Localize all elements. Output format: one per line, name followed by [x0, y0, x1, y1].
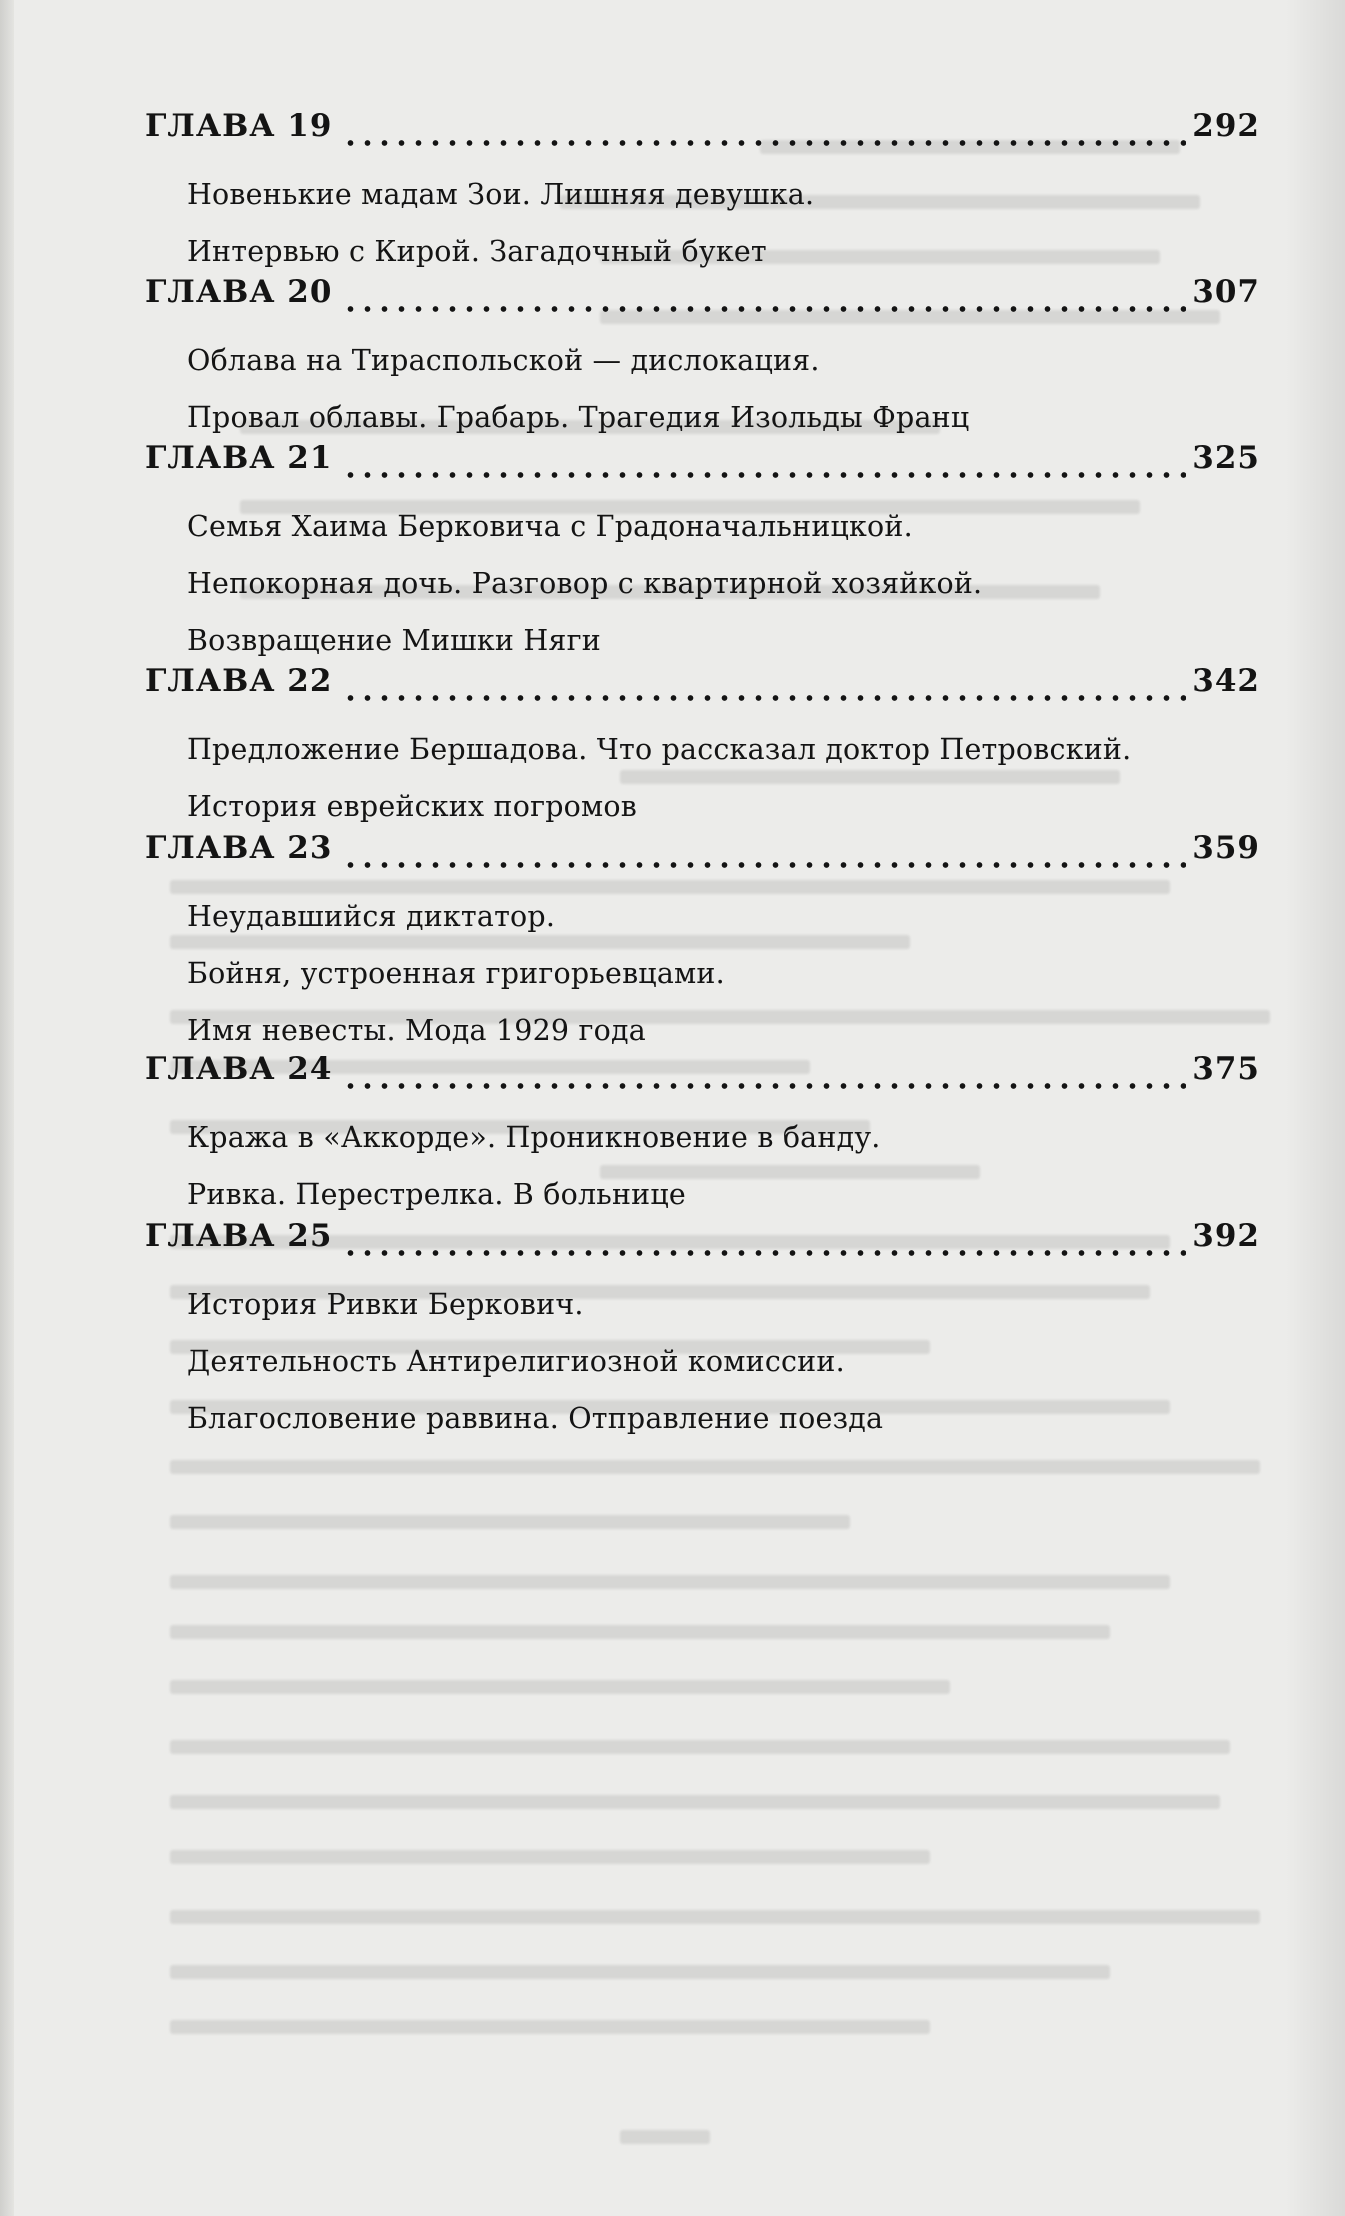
toc-chapter-19	[145, 108, 1260, 280]
dot-leader	[342, 140, 1186, 146]
chapter-heading-row[interactable]	[145, 1051, 1260, 1109]
page-shadow	[1285, 0, 1345, 2216]
toc-chapter-24	[145, 1051, 1260, 1223]
chapter-summary-line: Благословение раввина. Отправление поезда	[187, 1402, 884, 1435]
chapter-label: ГЛАВА 19	[145, 108, 333, 144]
chapter-summary-line: Бойня, устроенная григорьевцами.	[187, 957, 725, 990]
chapter-summary-line: Предложение Бершадова. Что рассказал доктор Петровский.	[187, 733, 1132, 766]
chapter-page-number: 307	[1192, 274, 1260, 310]
chapter-label: ГЛАВА 23	[145, 830, 333, 866]
dot-leader	[342, 695, 1186, 701]
chapter-page-number: 292	[1192, 108, 1260, 144]
chapter-label: ГЛАВА 24	[145, 1051, 333, 1087]
dot-leader	[342, 306, 1186, 312]
chapter-heading-row[interactable]	[145, 108, 1260, 166]
chapter-heading-row[interactable]	[145, 830, 1260, 888]
chapter-summary-line: Имя невесты. Мода 1929 года	[187, 1014, 646, 1047]
chapter-summary-line: Ривка. Перестрелка. В больнице	[187, 1178, 686, 1211]
chapter-summary-line: Интервью с Кирой. Загадочный букет	[187, 235, 767, 268]
chapter-label: ГЛАВА 22	[145, 663, 333, 699]
chapter-page-number: 342	[1192, 663, 1260, 699]
chapter-heading-row[interactable]	[145, 440, 1260, 498]
toc-chapter-25	[145, 1218, 1260, 1447]
chapter-summary-line: Облава на Тираспольской — дислокация.	[187, 344, 820, 377]
dot-leader	[342, 1250, 1186, 1256]
chapter-heading-row[interactable]	[145, 1218, 1260, 1276]
chapter-summary-line: Непокорная дочь. Разговор с квартирной хозяйкой.	[187, 567, 983, 600]
chapter-summary-line: История еврейских погромов	[187, 790, 637, 823]
chapter-heading-row[interactable]	[145, 274, 1260, 332]
chapter-page-number: 325	[1192, 440, 1260, 476]
dot-leader	[342, 862, 1186, 868]
toc-chapter-23	[145, 830, 1260, 1059]
chapter-summary-line: Провал облавы. Грабарь. Трагедия Изольды Франц	[187, 401, 970, 434]
chapter-label: ГЛАВА 25	[145, 1218, 333, 1254]
chapter-page-number: 375	[1192, 1051, 1260, 1087]
dot-leader	[342, 472, 1186, 478]
chapter-summary-line: Неудавшийся диктатор.	[187, 900, 556, 933]
toc-chapter-20	[145, 274, 1260, 446]
chapter-summary-line: Семья Хаима Берковича с Градоначальницкой.	[187, 510, 913, 543]
chapter-label: ГЛАВА 21	[145, 440, 333, 476]
chapter-summary-line: Новенькие мадам Зои. Лишняя девушка.	[187, 178, 815, 211]
chapter-summary-line: Кража в «Аккорде». Проникновение в банду.	[187, 1121, 881, 1154]
chapter-summary-line: Возвращение Мишки Няги	[187, 624, 601, 657]
dot-leader	[342, 1083, 1186, 1089]
chapter-label: ГЛАВА 20	[145, 274, 333, 310]
chapter-heading-row[interactable]	[145, 663, 1260, 721]
chapter-summary-line: Деятельность Антирелигиозной комиссии.	[187, 1345, 845, 1378]
chapter-summary-line: История Ривки Беркович.	[187, 1288, 584, 1321]
chapter-page-number: 392	[1192, 1218, 1260, 1254]
toc-chapter-21	[145, 440, 1260, 669]
toc-chapter-22	[145, 663, 1260, 835]
chapter-page-number: 359	[1192, 830, 1260, 866]
